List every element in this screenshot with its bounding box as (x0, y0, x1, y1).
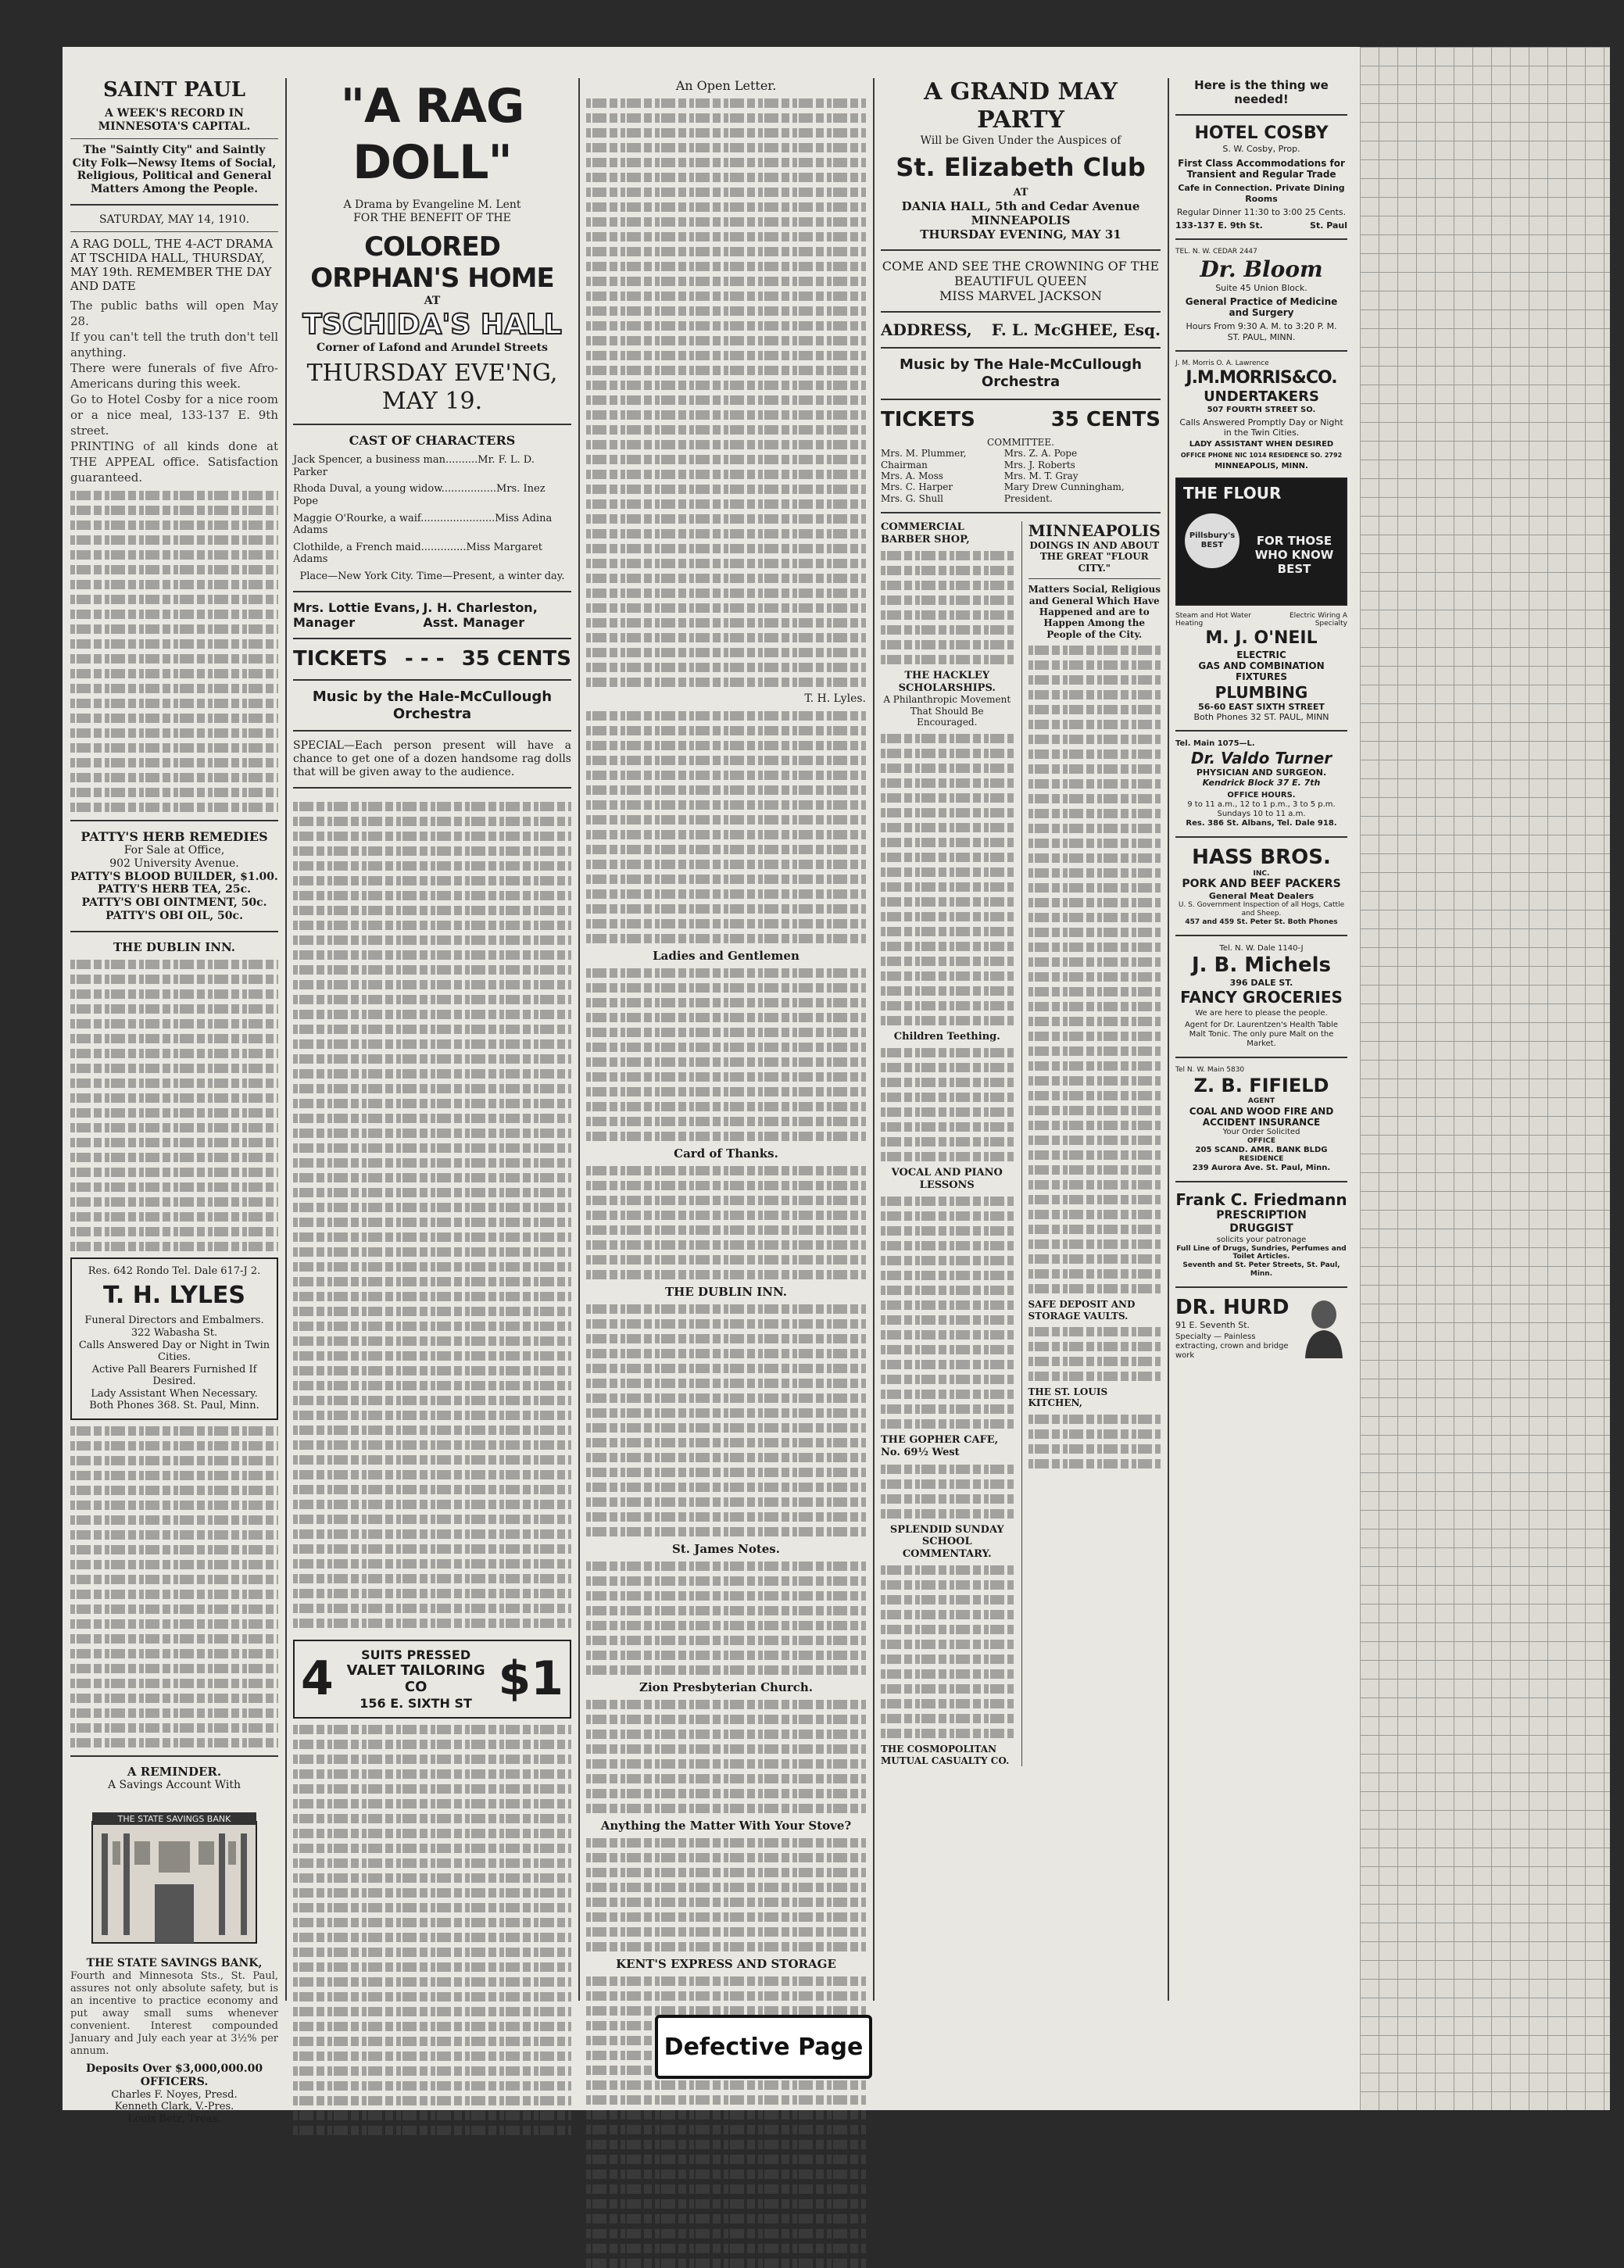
prescription: PRESCRIPTION (1216, 1209, 1307, 1222)
column-2 (293, 78, 571, 2001)
suits-line: SUITS PRESSED (361, 1647, 471, 1662)
dr-bloom: Dr. Bloom (1200, 256, 1323, 282)
orphans-home: COLORED ORPHAN'S HOME (310, 231, 554, 295)
at-label: AT (1013, 187, 1028, 199)
friedmann-line: Full Line of Drugs, Sundries, Perfumes and Toilet Articles. (1176, 1244, 1347, 1261)
bank-name: THE STATE SAVINGS BANK, (86, 1957, 263, 1970)
safe-deposit-head: SAFE DEPOSIT AND STORAGE VAULTS. (1028, 1299, 1136, 1322)
fifield-office: OFFICE (1247, 1137, 1276, 1146)
michels-tel: Tel. N. W. Dale 1140-J (1219, 943, 1304, 953)
hass-sub: PORK AND BEEF PACKERS (1182, 878, 1341, 891)
may-party-date: THURSDAY EVENING, MAY 31 (920, 227, 1121, 241)
flour-tagline: FOR THOSE WHO KNOW BEST (1254, 533, 1334, 576)
minneapolis-blurb: Matters Social, Religious and General Which Have Happened and are to Happen Among the People of the City. (1028, 584, 1161, 640)
morris-co: J.M.MORRIS&CO. (1186, 367, 1337, 388)
card-thanks-head: Card of Thanks. (674, 1146, 778, 1161)
column-rule (1168, 78, 1169, 2001)
music-line: Music by The Hale-McCullough Orchestra (900, 356, 1142, 390)
hotel-line: First Class Accommodations for Transient and Regular Trade (1178, 157, 1345, 180)
column-5 (1175, 78, 1347, 2001)
cosmo-head: THE COSMOPOLITAN MUTUAL CASUALTY CO. (881, 1744, 1010, 1766)
ladies-head: Ladies and Gentlemen (653, 948, 799, 963)
committee-member: Mrs. C. Harper (881, 481, 953, 493)
morris-names: J. M. Morris O. A. Lawrence (1175, 359, 1269, 367)
hotel-prop: S. W. Cosby, Prop. (1222, 144, 1300, 155)
oneil-address: 56-60 EAST SIXTH STREET (1198, 701, 1325, 712)
lyles-phone: Res. 642 Rondo Tel. Dale 617-J 2. (88, 1265, 261, 1277)
flour-title: THE FLOUR (1183, 483, 1282, 503)
morris-address: 507 FOURTH STREET SO. (1207, 405, 1316, 414)
fifield-res-address: 239 Aurora Ave. St. Paul, Minn. (1192, 1164, 1331, 1172)
oneil-line: GAS AND COMBINATION (1198, 660, 1325, 671)
committee-member: Mary Drew Cunningham, President. (1003, 481, 1125, 504)
tickets-price: 35 CENTS (1050, 407, 1161, 431)
patty-sub: For Sale at Office, (123, 843, 225, 857)
michels-please: We are here to please the people. (1195, 1009, 1328, 1018)
column-3 (586, 78, 866, 2001)
lyles-line: Both Phones 368. St. Paul, Minn. (89, 1400, 259, 1412)
newspaper-page (63, 47, 1610, 2125)
committee-member: Mrs. A. Moss (881, 470, 943, 481)
defective-page-banner: Defective Page (655, 2015, 872, 2079)
committee-title: COMMITTEE. (987, 436, 1054, 448)
oneil-phone: Both Phones 32 ST. PAUL, MINN (1193, 711, 1329, 722)
hackley-sub: A Philanthropic Movement That Should Be Encouraged. (883, 694, 1011, 728)
tagline: A WEEK'S RECORD IN MINNESOTA'S CAPITAL. (98, 107, 251, 133)
fifield-address: 205 SCAND. AMR. BANK BLDG (1195, 1146, 1328, 1155)
fifield-sub: COAL AND WOOD FIRE AND ACCIDENT INSURANCE (1189, 1105, 1334, 1129)
committee-member: Mrs. G. Shull (881, 492, 943, 504)
event-date: THURSDAY EVE'NG, MAY 19. (306, 359, 558, 415)
minneapolis-head: MINNEAPOLIS (1028, 521, 1161, 541)
lyles-line: Funeral Directors and Embalmers. (84, 1315, 264, 1327)
bank-illustration (84, 1798, 264, 1951)
hass-line: U. S. Government Inspection of all Hogs, Cattle and Sheep. (1178, 901, 1345, 918)
undertakers: UNDERTAKERS (1204, 388, 1319, 406)
turner-res: Res. 386 St. Albans, Tel. Dale 918. (1186, 818, 1337, 828)
officers-title: OFFICERS. (140, 2075, 209, 2088)
fifield-residence: RESIDENCE (1239, 1155, 1284, 1164)
column-rule (285, 78, 287, 2001)
pillsbury-logo: Pillsbury's BEST (1185, 513, 1239, 568)
cast-title: CAST OF CHARACTERS (349, 432, 516, 448)
column-1 (70, 78, 278, 2125)
ads-header: Here is the thing we needed! (1194, 78, 1329, 106)
news-item: If you can't tell the truth don't tell anything. (70, 329, 278, 360)
at-label: AT (424, 295, 441, 308)
oneil-right: Electric Wiring A Specialty (1289, 611, 1347, 628)
hotel-line: Regular Dinner 11:30 to 3:00 25 Cents. (1176, 206, 1347, 217)
tickets-price: 35 CENTS (461, 646, 571, 671)
patty-addr: 902 University Avenue. (109, 857, 239, 870)
place-time: Place—New York City. Time—Present, a winter day. (299, 570, 565, 582)
oneil-line: FIXTURES (1236, 671, 1287, 683)
benefit-line: FOR THE BENEFIT OF THE (353, 211, 511, 224)
hass-line: 457 and 459 St. Peter St. Both Phones (1185, 918, 1338, 927)
druggist: DRUGGIST (1229, 1222, 1293, 1235)
news-item: There were funerals of five Afro-Americans during this week. (70, 360, 278, 391)
hurd-address: 91 E. Seventh St. (1175, 1319, 1250, 1330)
deposits: Deposits Over $3,000,000.00 (85, 2062, 263, 2076)
friedmann-address: Seventh and St. Peter Streets, St. Paul, Minn. (1182, 1261, 1340, 1278)
lyles-line: Calls Answered Day or Night in Twin Cities. (78, 1339, 270, 1364)
st-louis-head: THE ST. LOUIS KITCHEN, (1028, 1386, 1108, 1409)
fifield-agent: AGENT (1247, 1096, 1275, 1105)
teething-head: Children Teething. (893, 1030, 1000, 1043)
may-party-title: A GRAND MAY PARTY (924, 78, 1118, 134)
oneil-name: M. J. O'NEIL (1205, 628, 1318, 649)
turner-tel: Tel. Main 1075—L. (1175, 739, 1255, 749)
committee-member: Mrs. M. Plummer, Chairman (881, 448, 967, 470)
hass-line: General Meat Dealers (1208, 891, 1315, 902)
masthead: SAINT PAUL (102, 78, 246, 102)
plumbing: PLUMBING (1214, 682, 1308, 702)
turner-hours: 9 to 11 a.m., 12 to 1 p.m., 3 to 5 p.m. Sundays 10 to 11 a.m. (1187, 800, 1336, 818)
morris-line: OFFICE PHONE NIC 1014 RESIDENCE SO. 2792 (1180, 452, 1343, 459)
patty-item: PATTY'S HERB TEA, 25c. (97, 883, 252, 896)
morris-line: Calls Answered Promptly Day or Night in the Twin Cities. (1179, 417, 1343, 438)
manager-1: Mrs. Lottie Evans, Manager (293, 599, 420, 630)
dr-hurd: DR. HURD (1175, 1295, 1290, 1319)
column-rule (578, 78, 580, 2001)
fifield-tel: Tel N. W. Main 5830 (1175, 1066, 1245, 1075)
lyles-line: 322 Wabasha St. (131, 1326, 218, 1339)
officer: Kenneth Clark, V.-Pres. (114, 2101, 234, 2113)
hurd-lines: Specialty — Painless extracting, crown and bridge work (1175, 1333, 1289, 1361)
hass-bros: HASS BROS. (1192, 845, 1331, 869)
st-james-head: St. James Notes. (672, 1541, 780, 1556)
hotel-cosby: HOTEL COSBY (1194, 123, 1329, 143)
dania-hall: DANIA HALL, 5th and Cedar Avenue MINNEAPOLIS (901, 199, 1140, 227)
column-4 (881, 78, 1161, 2001)
page-edge (1360, 47, 1610, 2110)
morris-line: LADY ASSISTANT WHEN DESIRED (1189, 440, 1334, 449)
corner-line: Corner of Lafond and Arundel Streets (316, 342, 549, 355)
committee-member: Mrs. M. T. Gray (1003, 470, 1078, 481)
splendid-head: SPLENDID SUNDAY SCHOOL COMMENTARY. (889, 1523, 1004, 1560)
tickets-label: TICKETS (881, 407, 975, 431)
committee-member: Mrs. Z. A. Pope (1003, 448, 1078, 460)
jb-michels: J. B. Michels (1191, 953, 1332, 977)
dr-turner: Dr. Valdo Turner (1190, 749, 1332, 768)
rag-doll-title: "A RAG DOLL" (340, 79, 524, 190)
lead-notice: A RAG DOLL, THE 4-ACT DRAMA AT TSCHIDA HALL, THURSDAY, MAY 19th. REMEMBER THE DAY AND DATE (70, 236, 274, 293)
zb-fifield: Z. B. FIFIELD (1193, 1075, 1329, 1097)
lyles-line: Active Pall Bearers Furnished If Desired. (91, 1363, 257, 1388)
dublin-title: THE DUBLIN INN. (113, 939, 235, 954)
cast-member: Clothilde, a French maid..............Miss Margaret Adams (293, 541, 542, 566)
letter-signature: T. H. Lyles. (804, 692, 866, 706)
vocal-head: VOCAL AND PIANO LESSONS (891, 1167, 1003, 1191)
bank-sign: THE STATE SAVINGS BANK (117, 1813, 231, 1824)
michels-address: 396 DALE ST. (1229, 978, 1293, 989)
officer: Louis Betz, Treas. (127, 2112, 221, 2125)
news-item: The public baths will open May 28. (70, 298, 278, 328)
fifield-order: Your Order Solicited (1222, 1128, 1300, 1137)
morris-line: MINNEAPOLIS, MINN. (1214, 461, 1308, 470)
committee-member: Mrs. J. Roberts (1003, 459, 1075, 470)
news-item: Go to Hotel Cosby for a nice room or a nice meal, 133-137 E. 9th street. (70, 392, 278, 438)
oneil-left: Steam and Hot Water Heating (1175, 611, 1251, 628)
michels-agent: Agent for Dr. Laurentzen's Health Table Malt Tonic. The only pure Malt on the Market. (1184, 1021, 1339, 1049)
cast-member: Jack Spencer, a business man..........Mr. F. L. D. Parker (293, 454, 535, 478)
minneapolis-sub: DOINGS IN AND ABOUT THE GREAT "FLOUR CITY." (1029, 540, 1160, 574)
turner-sub: PHYSICIAN AND SURGEON. (1196, 767, 1327, 778)
hotel-address: 133-137 E. 9th St. (1175, 220, 1263, 231)
flour-ad (1175, 478, 1347, 606)
dublin-inn-head: THE DUBLIN INN. (665, 1284, 787, 1299)
manager-2: J. H. Charleston, Asst. Manager (423, 599, 538, 630)
hackley-head: THE HACKLEY SCHOLARSHIPS. (898, 670, 996, 694)
music-line: Music by the Hale-McCullough Orchestra (312, 689, 553, 722)
bloom-city: ST. PAUL, MINN. (1227, 331, 1296, 342)
hotel-line: Cafe in Connection. Private Dining Rooms (1178, 183, 1345, 204)
gopher-head: THE GOPHER CAFE, No. 69½ West (881, 1434, 999, 1458)
bloom-hours: Hours From 9:30 A. M. to 3:20 P. M. (1186, 321, 1337, 332)
may-party-sub: Will be Given Under the Auspices of (920, 134, 1121, 147)
valet-tailoring-ad (293, 1640, 571, 1719)
rag-doll-subtitle: A Drama by Evangeline M. Lent (343, 199, 521, 211)
fancy-groceries: FANCY GROCERIES (1180, 988, 1343, 1007)
zion-head: Zion Presbyterian Church. (639, 1680, 813, 1694)
barber-head: COMMERCIAL BARBER SHOP, (881, 521, 970, 546)
queen-name: MISS MARVEL JACKSON (939, 288, 1103, 304)
address-name: F. L. McGHEE, Esq. (991, 320, 1161, 340)
bloom-tel: TEL. N. W. CEDAR 2447 (1175, 248, 1257, 256)
tschida-hall: TSCHIDA'S HALL (302, 308, 562, 341)
crowning-line: COME AND SEE THE CROWNING OF THE BEAUTIFUL QUEEN (882, 258, 1160, 288)
club-name: St. Elizabeth Club (896, 152, 1146, 182)
bloom-suite: Suite 45 Union Block. (1215, 282, 1307, 293)
tickets-label: TICKETS (293, 646, 388, 671)
column-rule (873, 78, 875, 2001)
kents-head: KENT'S EXPRESS AND STORAGE (616, 1956, 836, 1971)
lyles-ad (70, 1257, 278, 1420)
turner-block: Kendrick Block 37 E. 7th (1202, 778, 1321, 789)
news-item: PRINTING of all kinds done at THE APPEAL office. Satisfaction guaranteed. (70, 438, 278, 485)
suits-address: 156 E. SIXTH ST (359, 1696, 472, 1712)
patty-item: PATTY'S OBI OIL, 50c. (106, 909, 243, 922)
bank-text: Fourth and Minnesota Sts., St. Paul, assures not only absolute safety, but is an incentive to practice economy and put away small sums whenever convenient. Interest compounded January and July each year at 3½% per annum. (70, 1970, 278, 2058)
lyles-line: Lady Assistant When Necessary. (91, 1387, 258, 1400)
bloom-practice: General Practice of Medicine and Surgery (1185, 295, 1338, 319)
hass-inc: INC. (1253, 869, 1270, 878)
patty-title: PATTY'S HERB REMEDIES (80, 828, 268, 844)
tickets-dashes: - - - (405, 646, 445, 671)
turner-hours-title: OFFICE HOURS. (1227, 790, 1296, 800)
suits-number: 4 (301, 1651, 334, 1707)
frank-friedmann: Frank C. Friedmann (1175, 1190, 1347, 1209)
suits-price: $1 (498, 1651, 563, 1707)
address-label: ADDRESS, (881, 320, 972, 340)
reminder-title: A REMINDER. (127, 1765, 222, 1780)
blurb: The "Saintly City" and Saintly City Folk—Newsy Items of Social, Religious, Political and General Matters Among the People. (72, 143, 277, 196)
lyles-name: T. H. LYLES (102, 1282, 246, 1310)
patty-item: PATTY'S BLOOD BUILDER, $1.00. (70, 870, 278, 883)
reminder-sub: A Savings Account With (107, 1779, 241, 1792)
stove-head: Anything the Matter With Your Stove? (600, 1818, 852, 1833)
officer: Charles F. Noyes, Presd. (111, 2088, 238, 2101)
special-note: SPECIAL—Each person present will have a chance to get one of a dozen handsome rag dolls that will be given away to the audience. (293, 739, 571, 778)
open-letter-head: An Open Letter. (675, 78, 777, 93)
hotel-city: St. Paul (1310, 220, 1347, 231)
hurd-portrait-icon (1300, 1296, 1347, 1358)
oneil-line: ELECTRIC (1236, 649, 1286, 660)
cast-member: Maggie O'Rourke, a waif.......................Miss Adina Adams (293, 512, 553, 537)
friedmann-line: solicits your patronage (1216, 1235, 1307, 1244)
cast-member: Rhoda Duval, a young widow.................Mrs. Inez Pope (293, 483, 546, 507)
suits-company: VALET TAILORING CO (346, 1662, 485, 1696)
dateline: SATURDAY, MAY 14, 1910. (98, 213, 250, 226)
patty-item: PATTY'S OBI OINTMENT, 50c. (81, 896, 267, 910)
